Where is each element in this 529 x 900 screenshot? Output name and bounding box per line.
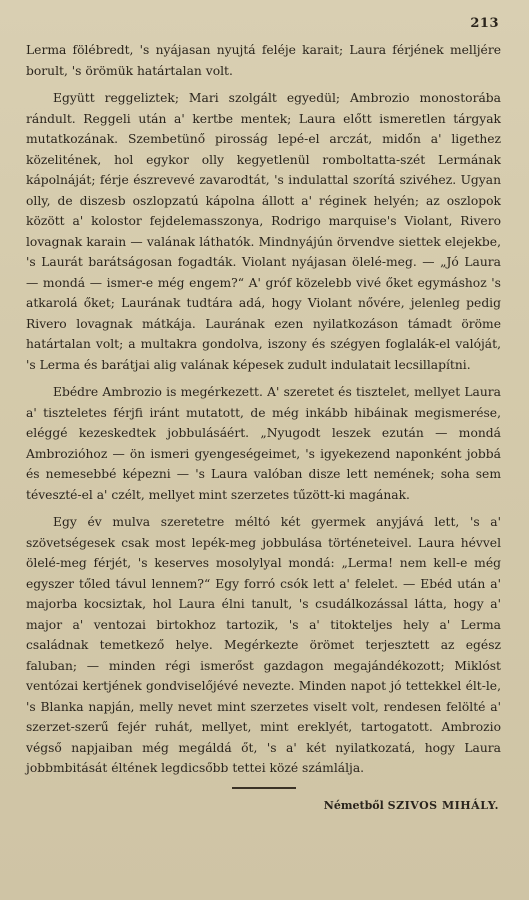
author-signature [26,799,501,812]
section-divider [26,787,501,793]
body-text [26,40,501,779]
page-number: 213 [470,16,499,31]
paragraph-4: Egy év mulva szeretetre méltó két gyermek anyjává lett, 's a' szövetségesek csak most lepék-meg jobbulása történeteivel. Laura hévvel ölelé-meg férjét, 's keserves mosolylyal mondá: „Lerma! nem kell-e még egyszer tőled távul lennem?“ Egy forró csók lett a' felelet. — Ebéd után a' majorba kocsiztak, hol Laura élni tanult, 's csudálkozással látta, hogy a' major a' ventozai birtokhoz tartozik, 's a' titokteljes hely a' Lerma családnak temetkező helye. Megérkezte örömet terjesztett az egész faluban; — minden régi ismerőst gazdagon megajándékozott; Miklóst ventózai kertjének gondviselőjévé nevezte. Minden napot jó tettekkel élt-le, 's Blanka napján, melly nevet mint szerzetes viselt volt, rendesen felölté a' szerzet-szerű fejér ruhát, mellyet, mint ereklyét, tartogatott. Ambrozio végső napjaiban még megáldá őt, 's a' két nyilatkozatá, hogy Laura jobbmbitását éltének legdicsőbb tettei közé számlálja. [26,515,501,775]
signature-prefix: Németből [323,798,384,812]
paragraph-2: Együtt reggeliztek; Mari szolgált egyedül; Ambrozio monostorába rándult. Reggeli után a' kertbe mentek; Laura előtt ismeretlen tárgyak mutatkozának. Szembetünő pirosság lepé-el arczát, midőn a' ligethez közelitének, hol egykor olly kegyetlenül romboltatta-szét Lermának kápolnáját; férje észrevevé zavarodtát, 's indulattal szorítá szivéhez. Ugyan olly, de diszesb oszlopzatú kápolna állott a' réginek helyén; az oszlopok között a' kolostor fejdelemasszonya, Rodrigo marquise's Violant, Rivero lovagnak karain — valának láthatók. Mindnyájún örvendve siettek elejekbe, 's Laurát barátságosan fogadták. Violant nyájasan ölelé-meg. — „Jó Laura — mondá — ismer-e még engem?“ A' gróf közelebb vivé őket egymáshoz 's atkarolá őket; Laurának tudtára adá, hogy Violant nővére, jelenleg pedig Rivero lovagnak mátkája. Laurának ezen nyilatkozáson támadt öröme határtalan volt; a multakra gondolva, iszony és szégyen foglalák-el valóját, 's Lerma és barátjai alig valának képesek zudult indulatait lecsillapítni. [26,91,501,372]
paragraph-1: Lerma fölébredt, 's nyájasan nyujtá feléje karait; Laura férjének melljére borult, 's örömük határtalan volt. [26,43,501,78]
divider-rule [232,787,296,789]
paragraph-3: Ebédre Ambrozio is megérkezett. A' szeretet és tisztelet, mellyet Laura a' tiszteletes férjfi iránt mutatott, de még inkább hibáinak megismerése, eléggé kezeskedtek jobbulásáért. „Nyugodt leszek ezután — mondá Ambrozióhoz — ön ismeri gyengeségeimet, 's igyekezend naponként jobbá és nemesebbé képezni — 's Laura valóban disze lett nemének; soha sem téveszté-el a' czélt, mellyet mint szerzetes tűzött-ki magának. [26,385,501,502]
signature-author: SZIVOS MIHÁLY. [387,798,499,812]
